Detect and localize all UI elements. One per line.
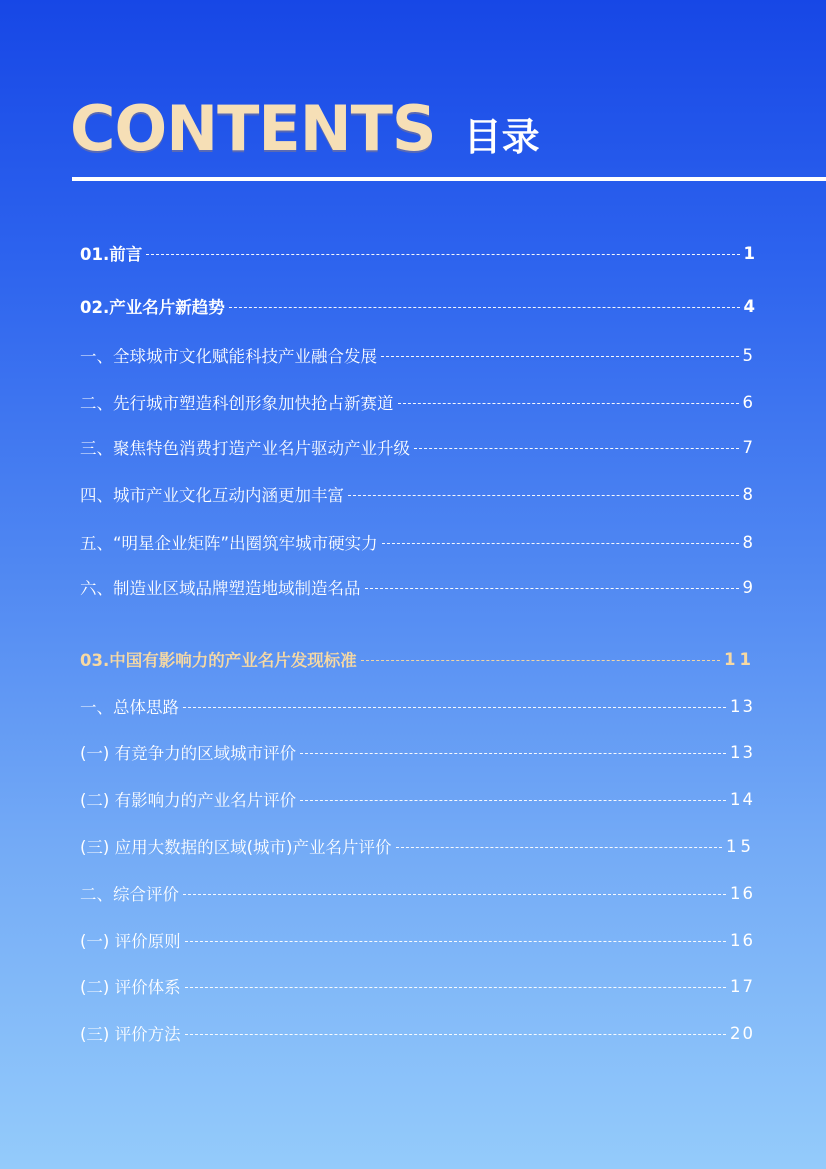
toc-entry-page: 8: [742, 484, 755, 504]
dot-leader: [300, 753, 726, 754]
toc-entry-page: 8: [742, 532, 755, 552]
toc-entry-label: 四、城市产业文化互动内涵更加丰富: [80, 486, 344, 505]
toc-entry-page: 14: [730, 789, 755, 809]
contents-title-chinese: 目录: [463, 115, 540, 159]
toc-entry-label: 三、聚焦特色消费打造产业名片驱动产业升级: [80, 439, 410, 458]
toc-entry[interactable]: [80, 833, 755, 859]
toc-entry-section-02[interactable]: [80, 293, 755, 319]
toc-entry-label: (二) 评价体系: [80, 978, 181, 997]
toc-entry-label: (一) 有竞争力的区域城市评价: [80, 744, 297, 763]
header: [70, 92, 540, 165]
dot-leader: [185, 987, 726, 988]
toc-entry-label: 二、综合评价: [80, 885, 179, 904]
toc-entry[interactable]: [80, 973, 755, 999]
toc-entry[interactable]: [80, 481, 755, 507]
dot-leader: [300, 800, 726, 801]
dot-leader: [348, 495, 739, 496]
toc-entry-page: 5: [742, 345, 755, 365]
toc-entry-page: 15: [726, 836, 755, 856]
dot-leader: [183, 894, 726, 895]
toc-entry-label: 一、全球城市文化赋能科技产业融合发展: [80, 347, 377, 366]
toc-entry-section-03[interactable]: [80, 646, 755, 672]
toc-entry-label: 03.中国有影响力的产业名片发现标准: [80, 651, 357, 670]
dot-leader: [396, 847, 723, 848]
toc-entry-page: 17: [730, 976, 755, 996]
toc-entry-label: (一) 评价原则: [80, 932, 181, 951]
toc-entry-page: 13: [730, 696, 755, 716]
toc-entry[interactable]: [80, 529, 755, 555]
dot-leader: [185, 941, 726, 942]
toc-entry[interactable]: [80, 574, 755, 600]
dot-leader: [183, 707, 726, 708]
toc-entry-page: 16: [730, 883, 755, 903]
toc-entry[interactable]: [80, 434, 755, 460]
toc-entry[interactable]: [80, 342, 755, 368]
toc-entry-label: 二、先行城市塑造科创形象加快抢占新赛道: [80, 394, 394, 413]
toc-entry-label: 01.前言: [80, 245, 143, 264]
dot-leader: [414, 448, 739, 449]
toc-entry[interactable]: [80, 786, 755, 812]
toc-entry[interactable]: [80, 880, 755, 906]
toc-entry-label: 02.产业名片新趋势: [80, 298, 225, 317]
toc-entry-label: (二) 有影响力的产业名片评价: [80, 791, 297, 810]
dot-leader: [146, 254, 739, 255]
dot-leader: [361, 660, 720, 661]
dot-leader: [229, 307, 740, 308]
toc-entry-label: 一、总体思路: [80, 698, 179, 717]
dot-leader: [382, 543, 739, 544]
toc-entry-label: 五、“明星企业矩阵”出圈筑牢城市硬实力: [80, 534, 378, 553]
toc-entry-label: (三) 应用大数据的区域(城市)产业名片评价: [80, 838, 392, 857]
dot-leader: [381, 356, 739, 357]
toc-entry-page: 6: [742, 392, 755, 412]
toc-entry-page: 4: [743, 296, 755, 316]
toc-entry-page: 11: [724, 649, 755, 669]
dot-leader: [398, 403, 739, 404]
toc-entry[interactable]: [80, 1020, 755, 1046]
toc-entry-page: 7: [742, 437, 755, 457]
toc-entry-label: (三) 评价方法: [80, 1025, 181, 1044]
toc-entry[interactable]: [80, 739, 755, 765]
toc-entry-page: 1: [743, 243, 755, 263]
toc-entry-label: 六、制造业区域品牌塑造地域制造名品: [80, 579, 361, 598]
toc-entry-foreword[interactable]: [80, 240, 755, 266]
toc-entry[interactable]: [80, 389, 755, 415]
toc-entry[interactable]: [80, 693, 755, 719]
dot-leader: [185, 1034, 726, 1035]
toc-entry-page: 16: [730, 930, 755, 950]
toc-entry[interactable]: [80, 927, 755, 953]
toc-entry-page: 20: [730, 1023, 755, 1043]
header-divider: [72, 177, 826, 181]
toc-entry-page: 13: [730, 742, 755, 762]
toc-entry-page: 9: [742, 577, 755, 597]
dot-leader: [365, 588, 739, 589]
contents-title: CONTENTS: [70, 92, 436, 165]
